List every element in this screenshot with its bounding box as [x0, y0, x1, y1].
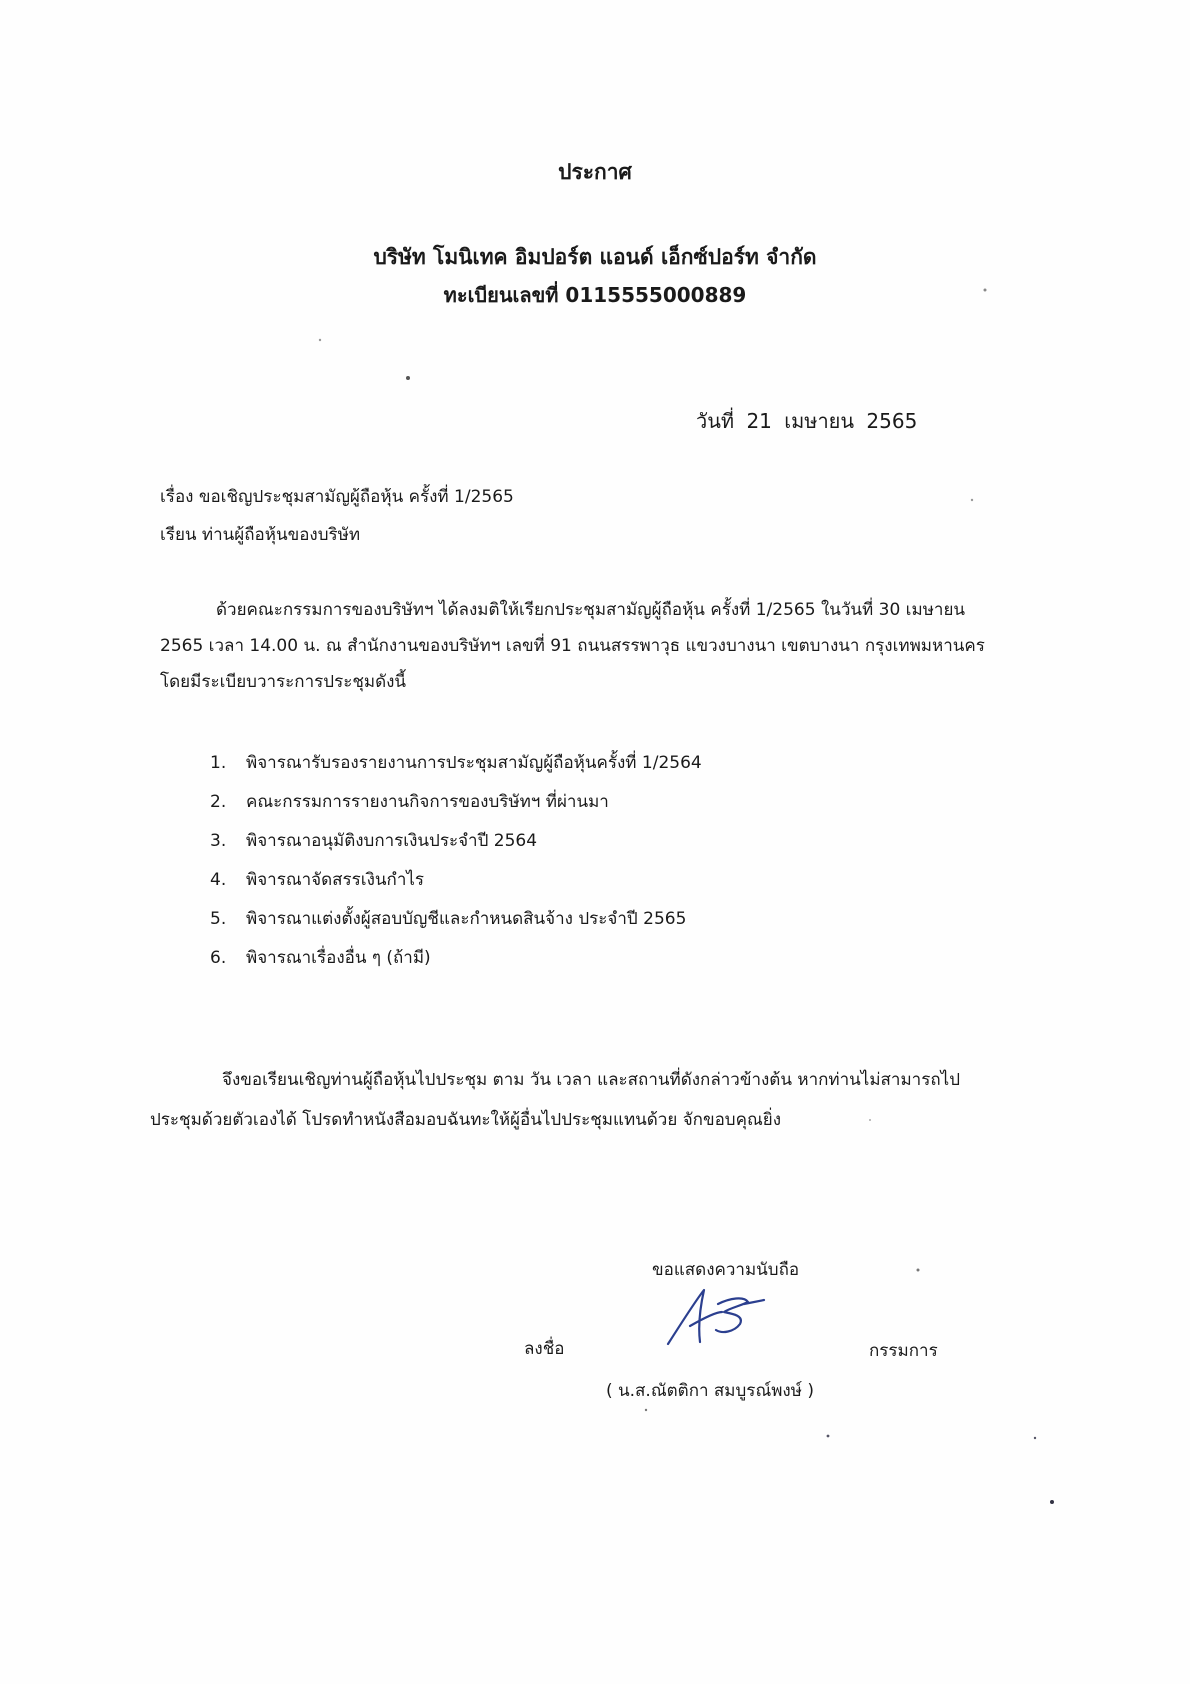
date-line: วันที่ 21 เมษายน 2565: [696, 409, 918, 433]
agenda-text: พิจารณาเรื่องอื่น ๆ (ถ้ามี): [246, 948, 431, 968]
signature-image: [660, 1282, 770, 1352]
agenda-number: 6.: [210, 948, 227, 968]
agenda-item: [210, 861, 702, 900]
closing-paragraph: [150, 1060, 1030, 1140]
agenda-item: [210, 744, 702, 783]
agenda-text: พิจารณาแต่งตั้งผู้สอบบัญชีและกำหนดสินจ้าง ประจำปี 2565: [246, 909, 687, 929]
agenda-text: พิจารณาจัดสรรเงินกำไร: [246, 870, 425, 890]
agenda-item: [210, 939, 702, 978]
signatory-name: ( น.ส.ณัตติกา สมบูรณ์พงษ์ ): [606, 1381, 814, 1401]
salutation-line: เรียน ท่านผู้ถือหุ้นของบริษัท: [160, 525, 361, 545]
agenda-text: พิจารณาอนุมัติงบการเงินประจำปี 2564: [246, 831, 538, 851]
body-line-2: 2565 เวลา 14.00 น. ณ สำนักงานของบริษัทฯ เลขที่ 91 ถนนสรรพาวุธ แขวงบางนา เขตบางนา กรุงเทพมหานคร: [160, 636, 985, 656]
agenda-number: 5.: [210, 909, 227, 929]
registration-number: ทะเบียนเลขที่ 0115555000889: [443, 283, 747, 307]
subject-line: เรื่อง ขอเชิญประชุมสามัญผู้ถือหุ้น ครั้งที่ 1/2565: [160, 487, 514, 507]
body-line-1: ด้วยคณะกรรมการของบริษัทฯ ได้ลงมติให้เรียกประชุมสามัญผู้ถือหุ้น ครั้งที่ 1/2565 ในวันที่ 30 เมษายน: [216, 600, 966, 620]
agenda-number: 4.: [210, 870, 227, 890]
announcement-heading: ประกาศ: [558, 160, 632, 184]
body-paragraph: [160, 592, 1030, 700]
agenda-item: [210, 900, 702, 939]
closing-salutation: ขอแสดงความนับถือ: [652, 1260, 800, 1280]
agenda-number: 2.: [210, 792, 227, 812]
agenda-text: คณะกรรมการรายงานกิจการของบริษัทฯ ที่ผ่านมา: [246, 792, 609, 812]
agenda-text: พิจารณารับรองรายงานการประชุมสามัญผู้ถือหุ้นครั้งที่ 1/2564: [246, 753, 702, 773]
agenda-item: [210, 822, 702, 861]
company-name: บริษัท โมนิเทค อิมปอร์ต แอนด์ เอ็กซ์ปอร์ท จำกัด: [373, 245, 817, 269]
body-line-3: โดยมีระเบียบวาระการประชุมดังนี้: [160, 672, 407, 692]
signatory-title: กรรมการ: [869, 1341, 938, 1361]
agenda-item: [210, 783, 702, 822]
agenda-number: 1.: [210, 753, 227, 773]
sign-label: ลงชื่อ: [524, 1339, 565, 1359]
agenda-number: 3.: [210, 831, 227, 851]
closing-line-1: จึงขอเรียนเชิญท่านผู้ถือหุ้นไปประชุม ตาม วัน เวลา และสถานที่ดังกล่าวข้างต้น หากท่านไม่สามารถไป: [222, 1070, 960, 1090]
closing-line-2: ประชุมด้วยตัวเองได้ โปรดทำหนังสือมอบฉันทะให้ผู้อื่นไปประชุมแทนด้วย จักขอบคุณยิ่ง: [150, 1110, 782, 1130]
agenda-list: [210, 744, 702, 978]
